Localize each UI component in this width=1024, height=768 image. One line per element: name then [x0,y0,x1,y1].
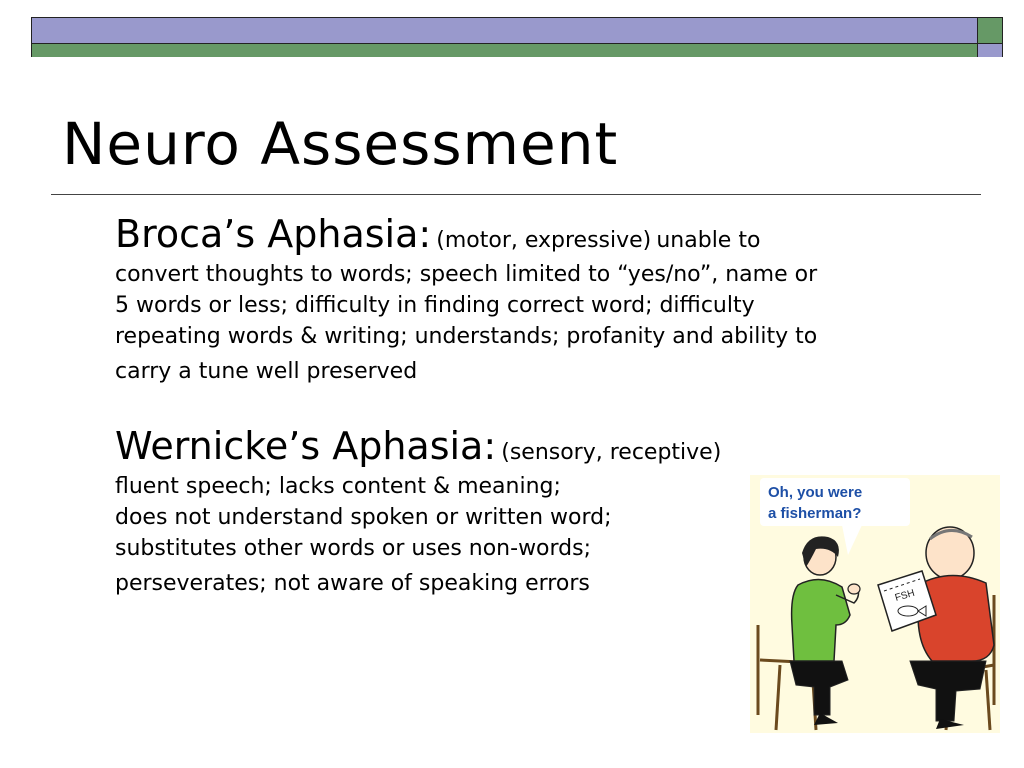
broca-qualifier: (motor, expressive) [436,228,652,253]
speech-bubble-line-1: Oh, you were [768,484,863,501]
man-figure [910,527,994,729]
woman-figure [790,536,860,725]
speech-bubble-line-2: a fisherman? [768,505,862,522]
aphasia-cartoon-illustration [750,475,1000,733]
wernicke-line-1: fluent speech; lacks content & meaning; [115,474,561,499]
notepad-text: FSH [893,587,917,604]
header-band-green [32,43,978,57]
broca-heading-line [115,209,975,259]
wernicke-heading-line [115,421,975,471]
broca-line-4: carry a tune well preserved [115,359,418,384]
wernicke-line-3: substitutes other words or uses non-words; [115,536,592,561]
speech-bubble-text [768,482,918,524]
title-divider [51,194,981,195]
wernicke-term: Wernicke’s Aphasia: [115,424,497,468]
broca-first-line-rest: unable to [656,228,761,253]
wernicke-qualifier: (sensory, receptive) [501,440,722,465]
header-band-blue [32,18,978,43]
broca-line-3: repeating words & writing; understands; profanity and ability to [115,324,818,349]
header-square-blue [978,43,1002,57]
broca-term: Broca’s Aphasia: [115,212,432,256]
slide-title: Neuro Assessment [62,110,619,178]
broca-line-2: 5 words or less; difficulty in finding correct word; difficulty [115,293,755,318]
decorative-header-bar [31,17,1003,57]
wernicke-line-2: does not understand spoken or written word; [115,505,612,530]
section-broca [115,209,975,392]
header-square-green [978,18,1002,43]
wernicke-line-4: perseverates; not aware of speaking errors [115,571,590,596]
broca-line-1: convert thoughts to words; speech limited to “yes/no”, name or [115,262,818,287]
